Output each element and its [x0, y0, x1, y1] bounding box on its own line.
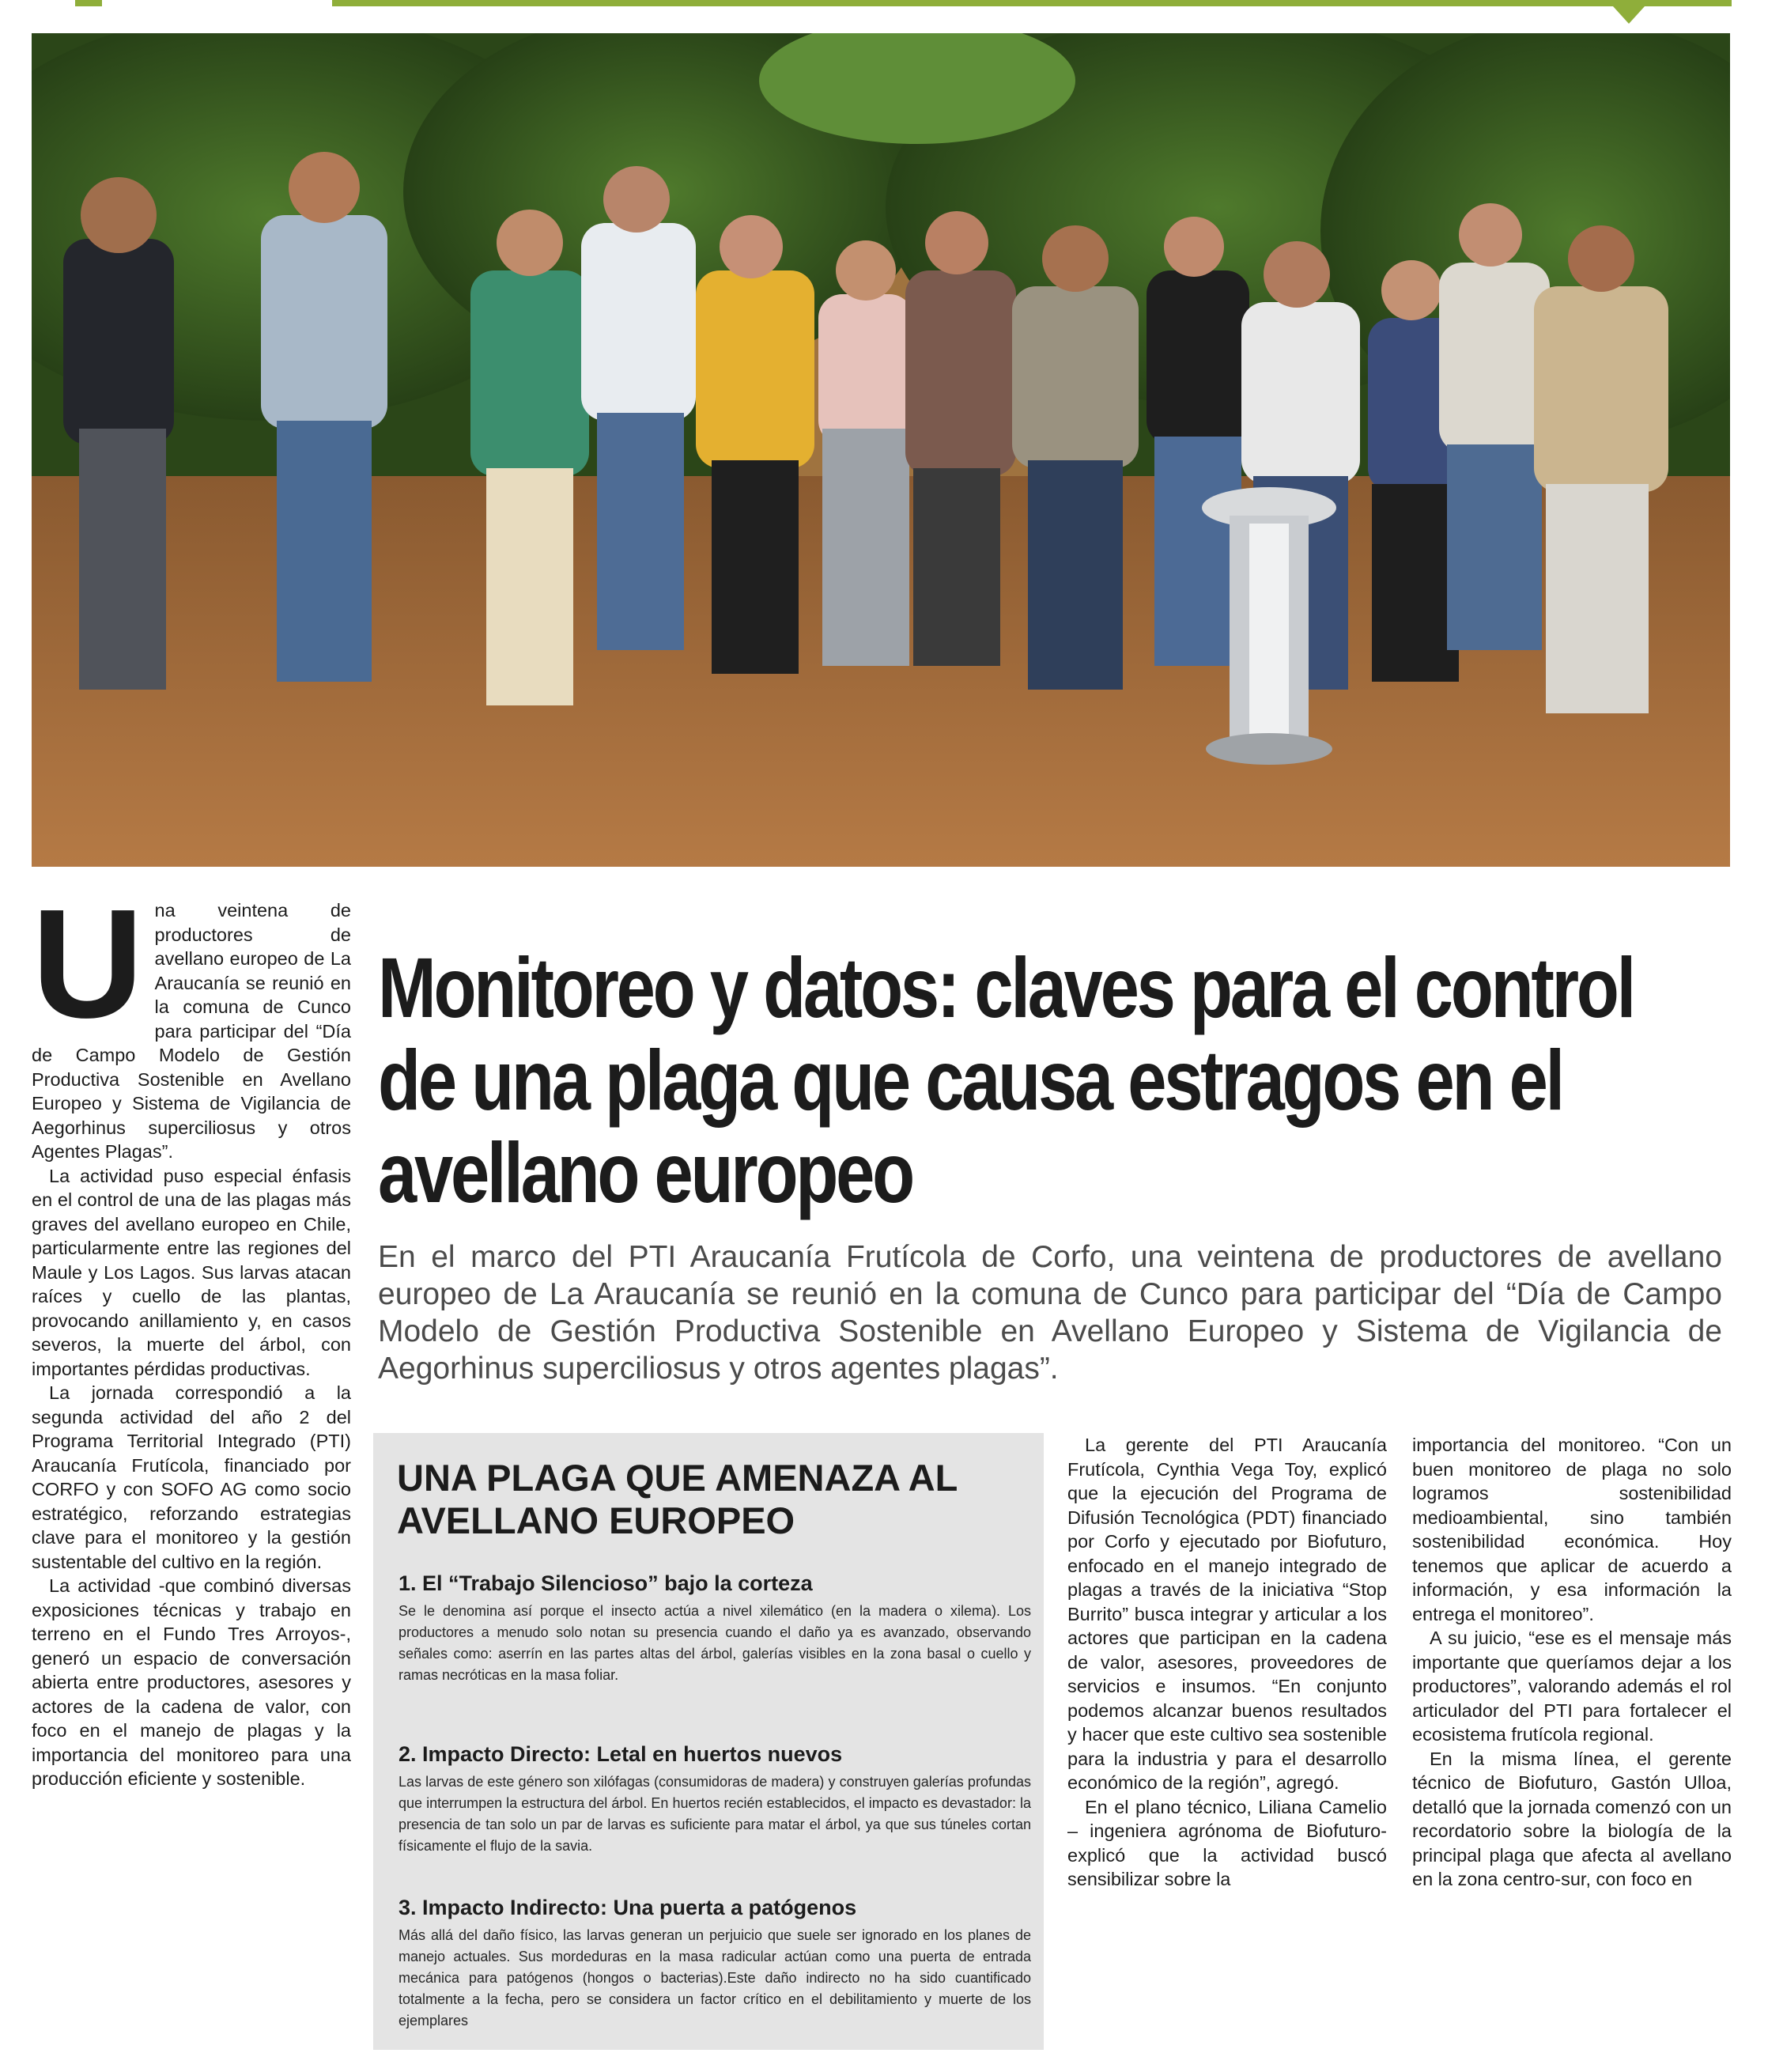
section-top-bar: [0, 0, 1768, 6]
sidebar-item-3-heading: 3. Impacto Indirecto: Una puerta a patógenos: [399, 1896, 857, 1919]
body-column-3: [1067, 1433, 1387, 1892]
sidebar-box-title: UNA PLAGA QUE AMENAZA AL AVELLANO EUROPEO: [397, 1457, 958, 1541]
body-column-1: [32, 877, 351, 1791]
drop-cap: U: [32, 877, 144, 1050]
column3-paragraph-2: En el plano técnico, Liliana Camelio – ingeniera agrónoma de Biofuturo- explicó que la actividad buscó sensibilizar sobre la: [1067, 1796, 1387, 1889]
sidebar-item-3: [399, 1895, 1031, 2032]
group-photo-illustration: [32, 33, 1730, 867]
top-bar-segment-right: [332, 0, 1732, 6]
column4-paragraph-3: En la misma línea, el gerente técnico de Biofuturo, Gastón Ulloa, detalló que la jornada comenzó con un recordatorio sobre la biología de la principal plaga que afecta al avellano en la zona centro-sur, con foco en: [1412, 1748, 1732, 1889]
top-bar-notch: [1613, 6, 1645, 24]
column3-paragraph-1: La gerente del PTI Araucanía Frutícola, Cynthia Vega Toy, explicó que la ejecución del Programa de Difusión Tecnológica (PDT) financiado por Corfo y ejecutado por Biofuturo, enfocado en el manejo integrado de plagas a través de la iniciativa “Stop Burrito” busca integrar y articular a los actores que participan en la cadena de valor, asesores, proveedores de servicios e insumos. “En conjunto podemos alcanzar buenos resultados y hacer que este cultivo sea sostenible para la industria y para el desarrollo económico de la región”, agregó.: [1067, 1435, 1387, 1793]
column1-paragraph-1: na veintena de productores de avellano europeo de La Araucanía se reunió en la comuna de Cunco para participar del “Día de Campo Modelo de Gestión Productiva Sostenible en Avellano Europeo y Sistema de Vigilancia de Aegorhinus superciliosus y otros Agentes Plagas”.: [32, 900, 351, 1162]
sidebar-item-2-heading: 2. Impacto Directo: Letal en huertos nuevos: [399, 1742, 843, 1766]
column1-paragraph-2: La actividad puso especial énfasis en el control de una de las plagas más graves del avellano europeo en Chile, particularmente entre las regiones del Maule y Los Lagos. Sus larvas atacan raíces y cuello de las plantas, provocando anillamiento y, en casos severos, la muerte del árbol, con importantes pérdidas productivas.: [32, 1165, 351, 1379]
sidebar-item-2: [399, 1741, 1031, 1857]
sidebar-item-1: [399, 1571, 1031, 1686]
headline: Monitoreo y datos: claves para el control de una plaga que causa estragos en el avellano europeo: [378, 940, 1634, 1221]
column4-paragraph-1: importancia del monitoreo. “Con un buen monitoreo de plaga no solo logramos sostenibilidad medioambiental, sino también sostenibilidad económica. Hoy tenemos que aplicar de acuerdo a información, y esa información la entrega el monitoreo”.: [1412, 1435, 1732, 1624]
sidebar-item-3-text: Más allá del daño físico, las larvas generan un perjuicio que suele ser ignorado en los planes de manejo actuales. Sus mordeduras en la masa radicular actúan como una puerta de entrada mecánica para patógenos (hongos o bacterias).Este daño indirecto no ha sido cuantificado totalmente a la fecha, pero se considera un factor crítico en el debilitamiento y muerte de los ejemplares: [399, 1927, 1031, 2029]
group-photo: [32, 33, 1730, 867]
sidebar-box: [373, 1433, 1044, 2050]
column1-paragraph-3: La jornada correspondió a la segunda actividad del año 2 del Programa Territorial Integrado (PTI) Araucanía Frutícola, financiado por CORFO y con SOFO AG como socio estratégico, reforzando estrategias clave para el monitoreo y la gestión sustentable del cultivo en la región.: [32, 1382, 351, 1572]
column4-paragraph-2: A su juicio, “ese es el mensaje más importante que queríamos dejar a los productores”, valorando además el rol articulador del PTI para fortalecer el ecosistema frutícola regional.: [1412, 1628, 1732, 1745]
sidebar-item-2-text: Las larvas de este género son xilófagas (consumidoras de madera) y construyen galerías profundas que interrumpen la estructura del árbol. En huertos recién establecidos, el impacto es devastador: la presencia de tan solo un par de larvas es suficiente para matar el árbol, ya que sus túneles cortan físicamente el flujo de la savia.: [399, 1774, 1031, 1854]
body-column-4: [1412, 1433, 1732, 1892]
lead-paragraph: En el marco del PTI Araucanía Frutícola de Corfo, una veintena de productores de avellano europeo de La Araucanía se reunió en la comuna de Cunco para participar del “Día de Campo Modelo de Gestión Productiva Sostenible en Avellano Europeo y Sistema de Vigilancia de Aegorhinus superciliosus y otros agentes plagas”.: [378, 1240, 1722, 1386]
column1-paragraph-4: La actividad -que combinó diversas exposiciones técnicas y trabajo en terreno en el Fundo Tres Arroyos-, generó un espacio de conversación abierta entre productores, asesores y actores de la cadena de valor, con foco en el manejo de plagas y la importancia del monitoreo para una producción eficiente y sostenible.: [32, 1575, 351, 1789]
sidebar-item-1-text: Se le denomina así porque el insecto actúa a nivel xilemático (en la madera o xilema). Los productores a menudo solo notan su presencia cuando el daño ya es avanzado, observando señales como: aserrín en las partes altas del árbol, galerías visibles en la zona basal o cuello y ramas necróticas en la masa foliar.: [399, 1603, 1031, 1683]
sidebar-item-1-heading: 1. El “Trabajo Silencioso” bajo la corteza: [399, 1571, 813, 1595]
top-bar-segment-left: [75, 0, 102, 6]
